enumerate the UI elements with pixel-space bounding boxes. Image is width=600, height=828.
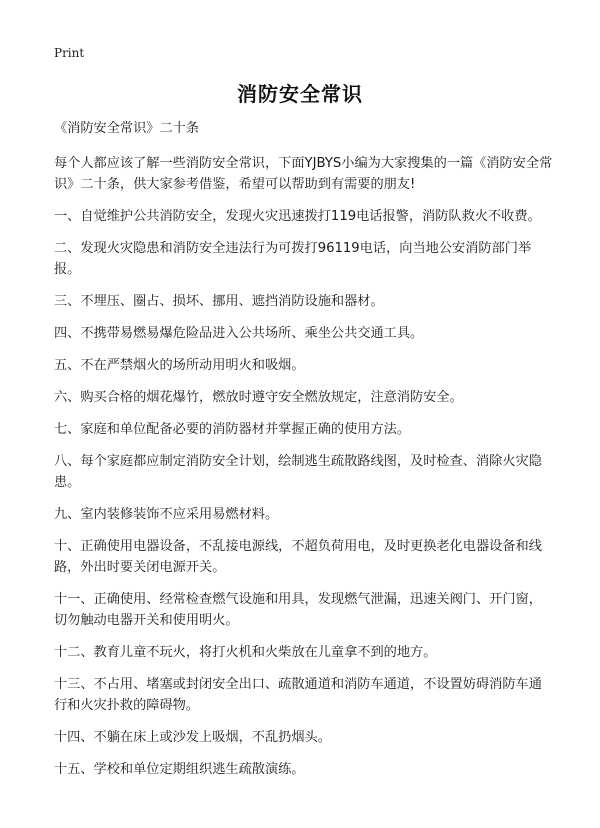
rule-item: 三、不埋压、圈占、损坏、挪用、遮挡消防设施和器材。 [54, 294, 384, 309]
rule-item: 五、不在严禁烟火的场所动用明火和吸烟。 [54, 358, 305, 373]
rule-item: 十一、正确使用、经常检查燃气设施和用具，发现燃气泄漏，迅速关阀门、开门窗，切勿触动电器开关和使用明火。 [54, 592, 542, 628]
rule-item: 一、自觉维护公共消防安全，发现火灾迅速拨打119电话报警，消防队救火不收费。 [54, 209, 541, 224]
rule-item: 七、家庭和单位配备必要的消防器材并掌握正确的使用方法。 [54, 422, 411, 437]
page-title: 消防安全常识 [237, 82, 363, 106]
article-subtitle: 《消防安全常识》二十条 [54, 121, 200, 136]
rule-item: 十四、不躺在床上或沙发上吸烟，不乱扔烟头。 [54, 730, 331, 745]
rule-item: 十、正确使用电器设备，不乱接电源线，不超负荷用电，及时更换老化电器设备和线路，外出时要关闭电源开关。 [54, 539, 542, 575]
rule-item: 二、发现火灾隐患和消防安全违法行为可拨打96119电话，向当地公安消防部门举报。 [54, 241, 532, 277]
rule-item: 九、室内装修装饰不应采用易燃材料。 [54, 507, 279, 522]
intro-paragraph: 每个人都应该了解一些消防安全常识，下面YJBYS小编为大家搜集的一篇《消防安全常识》二十条，供大家参考借鉴，希望可以帮助到有需要的朋友! [54, 156, 553, 192]
rule-item: 十三、不占用、堵塞或封闭安全出口、疏散通道和消防车通道，不设置妨碍消防车通行和火灾扑救的障碍物。 [54, 677, 542, 713]
rule-item: 六、购买合格的烟花爆竹，燃放时遵守安全燃放规定，注意消防安全。 [54, 390, 463, 405]
print-link[interactable]: Print [54, 46, 85, 60]
rule-item: 八、每个家庭都应制定消防安全计划，绘制逃生疏散路线图，及时检查、消除火灾隐患。 [54, 454, 542, 490]
rule-item: 四、不携带易燃易爆危险品进入公共场所、乘坐公共交通工具。 [54, 326, 424, 341]
rule-item: 十二、教育儿童不玩火，将打火机和火柴放在儿童拿不到的地方。 [54, 645, 437, 660]
article-body [54, 118, 554, 791]
rule-item: 十五、学校和单位定期组织逃生疏散演练。 [54, 762, 305, 777]
